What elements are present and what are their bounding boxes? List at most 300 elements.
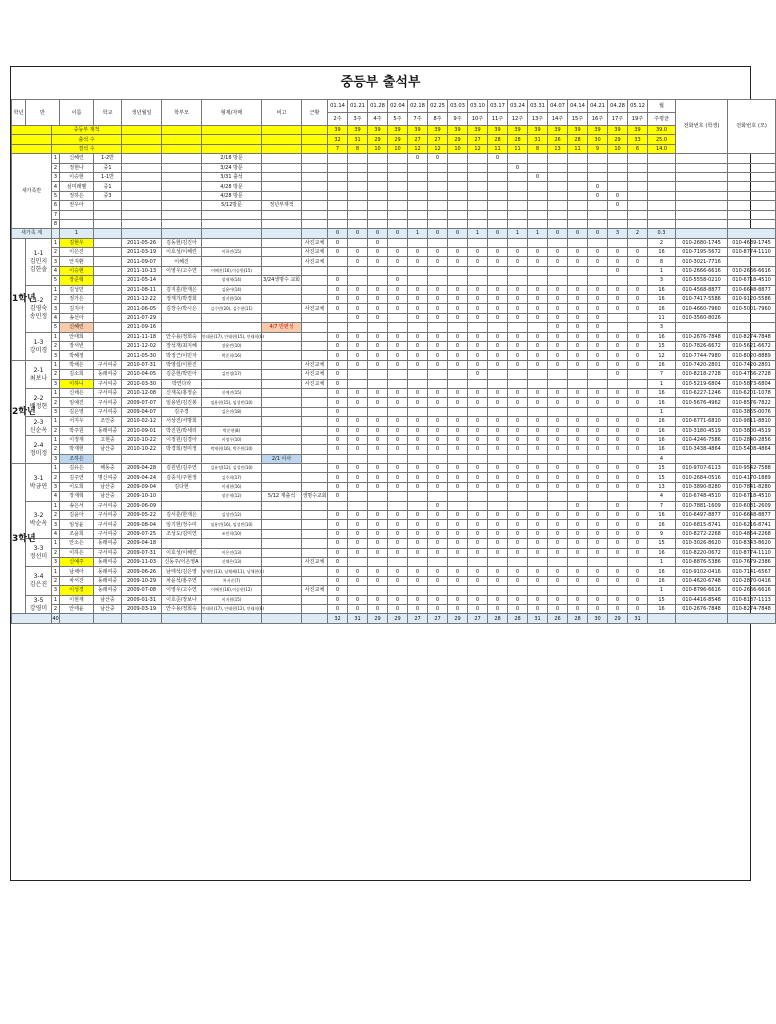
attendance-mark: 0	[448, 388, 468, 397]
attendance-mark	[408, 454, 428, 463]
footer-total: 27	[428, 614, 448, 623]
attendance-mark: 0	[468, 511, 488, 520]
student-row	[12, 567, 776, 576]
enrolled-row-value: 39	[328, 126, 348, 135]
attendance-mark	[568, 557, 588, 566]
cell	[122, 172, 162, 181]
attendance-mark: 0	[488, 398, 508, 407]
student-parents: 김서훈/한재은	[162, 511, 202, 520]
student-school: 동래여중	[94, 557, 122, 566]
attendance-mark	[448, 323, 468, 332]
student-birthdate: 2011-05-14	[122, 276, 162, 285]
attendance-mark	[528, 163, 548, 172]
attendance-mark: 0	[368, 417, 388, 426]
student-month-total: 16	[648, 426, 676, 435]
attendance-mark: 0	[348, 435, 368, 444]
attendance-mark	[408, 492, 428, 501]
attendance-mark: 0	[348, 604, 368, 613]
student-remark: 5/12 재출석	[262, 492, 302, 501]
phone-student: 010-3890-8280	[676, 482, 728, 491]
student-birthdate: 2009-10-29	[122, 576, 162, 585]
phone-student: 010-6815-8741	[676, 520, 728, 529]
student-status	[302, 604, 328, 613]
attendance-mark	[528, 586, 548, 595]
attendance-mark: 0	[488, 445, 508, 454]
student-row	[12, 341, 776, 350]
attendance-mark	[408, 407, 428, 416]
attendance-mark: 0	[588, 435, 608, 444]
student-name: 정하은	[60, 191, 94, 200]
attendance-mark	[608, 586, 628, 595]
student-birthdate: 2009-06-26	[122, 567, 162, 576]
student-birthdate: 2009-06-09	[122, 501, 162, 510]
attendance-mark	[428, 323, 448, 332]
attendance-mark: 0	[328, 407, 348, 416]
attendance-mark: 0	[488, 248, 508, 257]
attendance-mark: 0	[488, 285, 508, 294]
attendance-mark: 0	[608, 464, 628, 473]
attendance-mark: 0	[588, 248, 608, 257]
attendance-mark: 0	[528, 567, 548, 576]
attendance-mark: 0	[428, 520, 448, 529]
phone-student: 010-3438-4864	[676, 445, 728, 454]
student-parents: 남태석/김은영	[162, 567, 202, 576]
student-remark	[262, 266, 302, 275]
attendance-mark: 0	[548, 313, 568, 322]
student-row	[12, 529, 776, 538]
student-birthdate: 2011-08-11	[122, 285, 162, 294]
attendance-mark	[508, 154, 528, 163]
attendance-mark: 0	[528, 473, 548, 482]
attend-row-value: 31	[528, 135, 548, 144]
student-month-total: 11	[648, 313, 676, 322]
student-remark: 3/24 방문	[202, 163, 262, 172]
attendance-mark	[328, 182, 348, 191]
student-name: 안소은	[60, 539, 94, 548]
cell	[648, 154, 676, 163]
header-weekly-avg: 주평균	[648, 113, 676, 126]
student-month-total: 16	[648, 576, 676, 585]
attendance-mark	[548, 191, 568, 200]
attendance-mark: 0	[468, 248, 488, 257]
attendance-mark	[328, 313, 348, 322]
attendance-mark	[348, 407, 368, 416]
cell	[728, 614, 776, 623]
header-week: 8주	[428, 113, 448, 126]
student-remark	[262, 370, 302, 379]
student-school: 구서여중	[94, 529, 122, 538]
attendance-mark: 0	[388, 548, 408, 557]
attendance-mark	[528, 379, 548, 388]
attendance-mark: 0	[528, 248, 548, 257]
attendance-mark: 0	[528, 398, 548, 407]
cell	[122, 135, 162, 144]
attendance-mark: 0	[368, 604, 388, 613]
attendance-mark: 0	[328, 370, 348, 379]
attendance-mark: 0	[328, 417, 348, 426]
attendance-mark	[528, 182, 548, 191]
student-parents	[162, 454, 202, 463]
newfamily-total-value: 0	[388, 229, 408, 238]
student-school: 구서여중	[94, 379, 122, 388]
attendance-mark	[368, 454, 388, 463]
absent-row-value: 12	[428, 144, 448, 153]
row-number: 2	[52, 445, 60, 454]
student-month-total: 1	[648, 557, 676, 566]
absent-row-value: 8	[348, 144, 368, 153]
attendance-mark	[568, 182, 588, 191]
phone-parent: 010-6201-1078	[728, 388, 776, 397]
attendance-mark: 0	[548, 529, 568, 538]
attendance-mark: 0	[348, 520, 368, 529]
newfamily-total-value: 0	[548, 229, 568, 238]
attendance-mark	[348, 172, 368, 181]
student-remark	[262, 398, 302, 407]
attendance-mark: 0	[428, 154, 448, 163]
attendance-mark	[388, 182, 408, 191]
student-remark	[262, 417, 302, 426]
student-birthdate: 2011-05-30	[122, 351, 162, 360]
class-teacher: 백정현	[29, 403, 48, 411]
attendance-mark	[588, 586, 608, 595]
cell	[122, 229, 162, 238]
sheet-title: 중등부 출석부	[11, 67, 750, 100]
attendance-mark	[488, 210, 508, 219]
header-siblings: 형제/자매	[202, 100, 262, 126]
row-number: 1	[52, 464, 60, 473]
attendance-mark	[528, 191, 548, 200]
student-remark	[262, 341, 302, 350]
student-row	[12, 360, 776, 369]
attendance-mark: 0	[408, 445, 428, 454]
attendance-mark	[448, 454, 468, 463]
student-remark: 2/18 방문	[202, 154, 262, 163]
student-parents: 김주경	[162, 407, 202, 416]
attendance-mark	[488, 182, 508, 191]
student-name: 송은서	[60, 501, 94, 510]
student-status	[302, 398, 328, 407]
attendance-mark: 0	[588, 511, 608, 520]
phone-parent: 010-3865-0076	[728, 407, 776, 416]
header-date: 05.12	[628, 100, 648, 113]
attendance-mark: 0	[448, 295, 468, 304]
student-row	[12, 520, 776, 529]
student-siblings: 이혜진(16),이승원(15)	[202, 266, 262, 275]
class-teacher: 신순옥	[29, 426, 48, 434]
phone-parent: 010-6648-8877	[728, 285, 776, 294]
attendance-mark: 0	[488, 351, 508, 360]
attendance-mark	[468, 501, 488, 510]
attendance-mark	[508, 407, 528, 416]
student-month-total: 16	[648, 248, 676, 257]
cell	[94, 229, 122, 238]
student-parents: 신재욱/홍정순	[162, 388, 202, 397]
attendance-mark	[388, 154, 408, 163]
attendance-mark: 0	[468, 529, 488, 538]
attendance-mark	[388, 407, 408, 416]
student-birthdate: 2011-07-29	[122, 313, 162, 322]
attendance-mark: 0	[588, 473, 608, 482]
class-name: 2-3	[33, 418, 44, 426]
student-status	[302, 548, 328, 557]
absent-row-value: 13	[548, 144, 568, 153]
attendance-mark	[428, 492, 448, 501]
attendance-mark: 0	[428, 576, 448, 585]
attendance-mark	[568, 379, 588, 388]
attendance-mark	[588, 210, 608, 219]
footer-total: 32	[328, 614, 348, 623]
attendance-mark	[368, 501, 388, 510]
attendance-mark	[368, 210, 388, 219]
attendance-mark	[508, 266, 528, 275]
attendance-mark: 0	[368, 248, 388, 257]
attendance-mark	[628, 182, 648, 191]
attend-row-value: 27	[408, 135, 428, 144]
attendance-mark	[508, 586, 528, 595]
attendance-mark	[428, 370, 448, 379]
phone-student: 010-2676-7848	[676, 332, 728, 341]
attendance-mark	[408, 201, 428, 210]
attendance-mark: 0	[408, 304, 428, 313]
row-number: 7	[52, 210, 60, 219]
cell	[728, 201, 776, 210]
attendance-mark: 0	[568, 257, 588, 266]
attendance-mark: 0	[468, 417, 488, 426]
attendance-mark	[508, 210, 528, 219]
attendance-mark	[488, 323, 508, 332]
cell	[202, 614, 262, 623]
student-school	[94, 248, 122, 257]
attendance-mark: 0	[448, 567, 468, 576]
attendance-mark: 0	[548, 323, 568, 332]
attendance-mark	[428, 219, 448, 228]
student-status	[302, 426, 328, 435]
attendance-mark	[628, 172, 648, 181]
attendance-mark: 0	[528, 360, 548, 369]
attend-row-avg: 25.0	[648, 135, 676, 144]
attendance-mark: 0	[628, 445, 648, 454]
header-status: 근황	[302, 100, 328, 126]
attendance-mark	[348, 379, 368, 388]
student-birthdate: 2009-09-04	[122, 482, 162, 491]
attendance-mark: 0	[468, 388, 488, 397]
attendance-mark	[548, 182, 568, 191]
attendance-mark: 0	[388, 295, 408, 304]
attendance-mark: 0	[448, 464, 468, 473]
attendance-mark: 0	[608, 398, 628, 407]
attendance-mark: 0	[608, 501, 628, 510]
student-status	[302, 454, 328, 463]
attendance-mark	[628, 557, 648, 566]
cell	[12, 614, 52, 623]
attendance-mark: 0	[628, 360, 648, 369]
attendance-mark	[588, 407, 608, 416]
class-cell	[26, 332, 52, 360]
attendance-mark: 0	[328, 304, 348, 313]
attendance-mark	[428, 407, 448, 416]
attendance-mark	[448, 238, 468, 247]
student-row	[12, 539, 776, 548]
attendance-mark	[628, 238, 648, 247]
attendance-mark: 0	[368, 341, 388, 350]
attendance-mark	[328, 154, 348, 163]
newfamily-total-value: 2	[628, 229, 648, 238]
enrolled-row-value: 39	[528, 126, 548, 135]
student-name: 이하은	[60, 548, 94, 557]
attendance-mark	[628, 163, 648, 172]
attendance-mark	[328, 201, 348, 210]
student-birthdate: 2009-07-08	[122, 586, 162, 595]
attendance-mark: 0	[408, 388, 428, 397]
student-status	[302, 313, 328, 322]
attendance-mark: 0	[628, 332, 648, 341]
attendance-mark: 0	[628, 576, 648, 585]
attendance-mark: 0	[368, 595, 388, 604]
attendance-mark	[468, 201, 488, 210]
attendance-mark: 0	[408, 248, 428, 257]
phone-parent: 010-9120-5586	[728, 295, 776, 304]
student-parents: 김장수/박시은	[162, 304, 202, 313]
phone-student: 010-4620-6748	[676, 576, 728, 585]
attendance-mark: 0	[508, 313, 528, 322]
attendance-mark: 0	[348, 539, 368, 548]
attendance-mark: 0	[548, 567, 568, 576]
footer-total: 29	[448, 614, 468, 623]
attendance-mark	[468, 492, 488, 501]
attendance-mark	[348, 219, 368, 228]
attendance-mark: 0	[568, 501, 588, 510]
student-birthdate: 2009-07-31	[122, 548, 162, 557]
row-number: 4	[52, 492, 60, 501]
attendance-mark: 0	[628, 388, 648, 397]
attendance-mark	[608, 172, 628, 181]
newfamily-total-avg: 0.3	[648, 229, 676, 238]
student-row	[12, 332, 776, 341]
phone-student: 010-5676-4962	[676, 398, 728, 407]
attendance-mark: 0	[588, 567, 608, 576]
attendance-mark: 0	[488, 304, 508, 313]
attendance-mark: 0	[608, 520, 628, 529]
attendance-mark	[508, 379, 528, 388]
student-siblings	[202, 257, 262, 266]
cell	[122, 126, 162, 135]
student-row	[12, 511, 776, 520]
student-siblings: 김민정(17)	[202, 370, 262, 379]
attendance-mark	[468, 323, 488, 332]
student-name: 정현나	[60, 163, 94, 172]
cell	[302, 182, 328, 191]
attendance-mark	[568, 276, 588, 285]
attendance-mark: 0	[488, 388, 508, 397]
attendance-mark: 0	[548, 304, 568, 313]
attendance-mark: 0	[588, 313, 608, 322]
attendance-mark	[368, 276, 388, 285]
header-name: 이름	[60, 100, 94, 126]
student-siblings	[202, 417, 262, 426]
student-school	[94, 238, 122, 247]
attendance-mark: 0	[488, 341, 508, 350]
student-birthdate: 2011-05-26	[122, 238, 162, 247]
student-remark	[262, 482, 302, 491]
attendance-mark: 0	[448, 248, 468, 257]
phone-parent: 010-5621-6672	[728, 341, 776, 350]
phone-student: 010-3026-8620	[676, 539, 728, 548]
attendance-mark: 0	[348, 388, 368, 397]
phone-student: 010-8218-2728	[676, 370, 728, 379]
attendance-mark	[428, 379, 448, 388]
attendance-mark: 0	[508, 511, 528, 520]
attendance-mark: 0	[368, 304, 388, 313]
attendance-mark: 0	[328, 445, 348, 454]
attendance-mark: 0	[428, 548, 448, 557]
attendance-mark: 0	[508, 304, 528, 313]
attendance-mark: 0	[388, 473, 408, 482]
attendance-mark	[448, 586, 468, 595]
attendance-mark: 0	[608, 576, 628, 585]
student-school	[94, 304, 122, 313]
class-name: 3-4	[33, 573, 44, 581]
newfamily-total-value: 1	[508, 229, 528, 238]
attendance-mark	[348, 238, 368, 247]
attendance-mark: 0	[548, 604, 568, 613]
student-siblings: 김성민(12)	[202, 511, 262, 520]
student-month-total: 16	[648, 520, 676, 529]
attendance-mark: 0	[608, 257, 628, 266]
attendance-mark: 0	[368, 548, 388, 557]
student-parents	[162, 492, 202, 501]
attendance-mark: 0	[328, 426, 348, 435]
attendance-mark: 0	[368, 445, 388, 454]
attendance-mark	[528, 201, 548, 210]
header-date: 02.04	[388, 100, 408, 113]
attendance-mark: 0	[348, 529, 368, 538]
attendance-mark	[348, 154, 368, 163]
student-month-total: 4	[648, 454, 676, 463]
attendance-mark: 0	[328, 341, 348, 350]
cell	[162, 126, 202, 135]
attendance-mark	[448, 172, 468, 181]
attendance-mark: 0	[588, 482, 608, 491]
attendance-mark: 0	[368, 567, 388, 576]
row-number: 1	[52, 332, 60, 341]
attendance-mark: 0	[468, 464, 488, 473]
row-number: 1	[52, 595, 60, 604]
student-parents: 조성도/김미연	[162, 529, 202, 538]
student-birthdate: 2009-05-22	[122, 511, 162, 520]
attendance-mark	[328, 501, 348, 510]
phone-parent: 010-2666-6616	[728, 586, 776, 595]
newfamily-total-value: 3	[608, 229, 628, 238]
student-siblings: 박재현(16), 박주원(10)	[202, 445, 262, 454]
student-row	[12, 304, 776, 313]
student-siblings: 신예진(15)	[202, 388, 262, 397]
student-row	[12, 435, 776, 444]
attendance-mark	[528, 219, 548, 228]
class-name: 1-3	[33, 338, 44, 346]
attendance-mark	[628, 191, 648, 200]
cell	[12, 144, 52, 153]
row-number: 1	[52, 154, 60, 163]
student-school	[94, 276, 122, 285]
attendance-mark: 0	[448, 435, 468, 444]
attendance-mark	[628, 154, 648, 163]
attendance-mark: 0	[388, 398, 408, 407]
phone-student: 010-8796-6616	[676, 586, 728, 595]
student-name: 신혜린	[60, 323, 94, 332]
attendance-mark: 0	[448, 257, 468, 266]
attendance-mark	[428, 191, 448, 200]
attendance-mark	[348, 501, 368, 510]
